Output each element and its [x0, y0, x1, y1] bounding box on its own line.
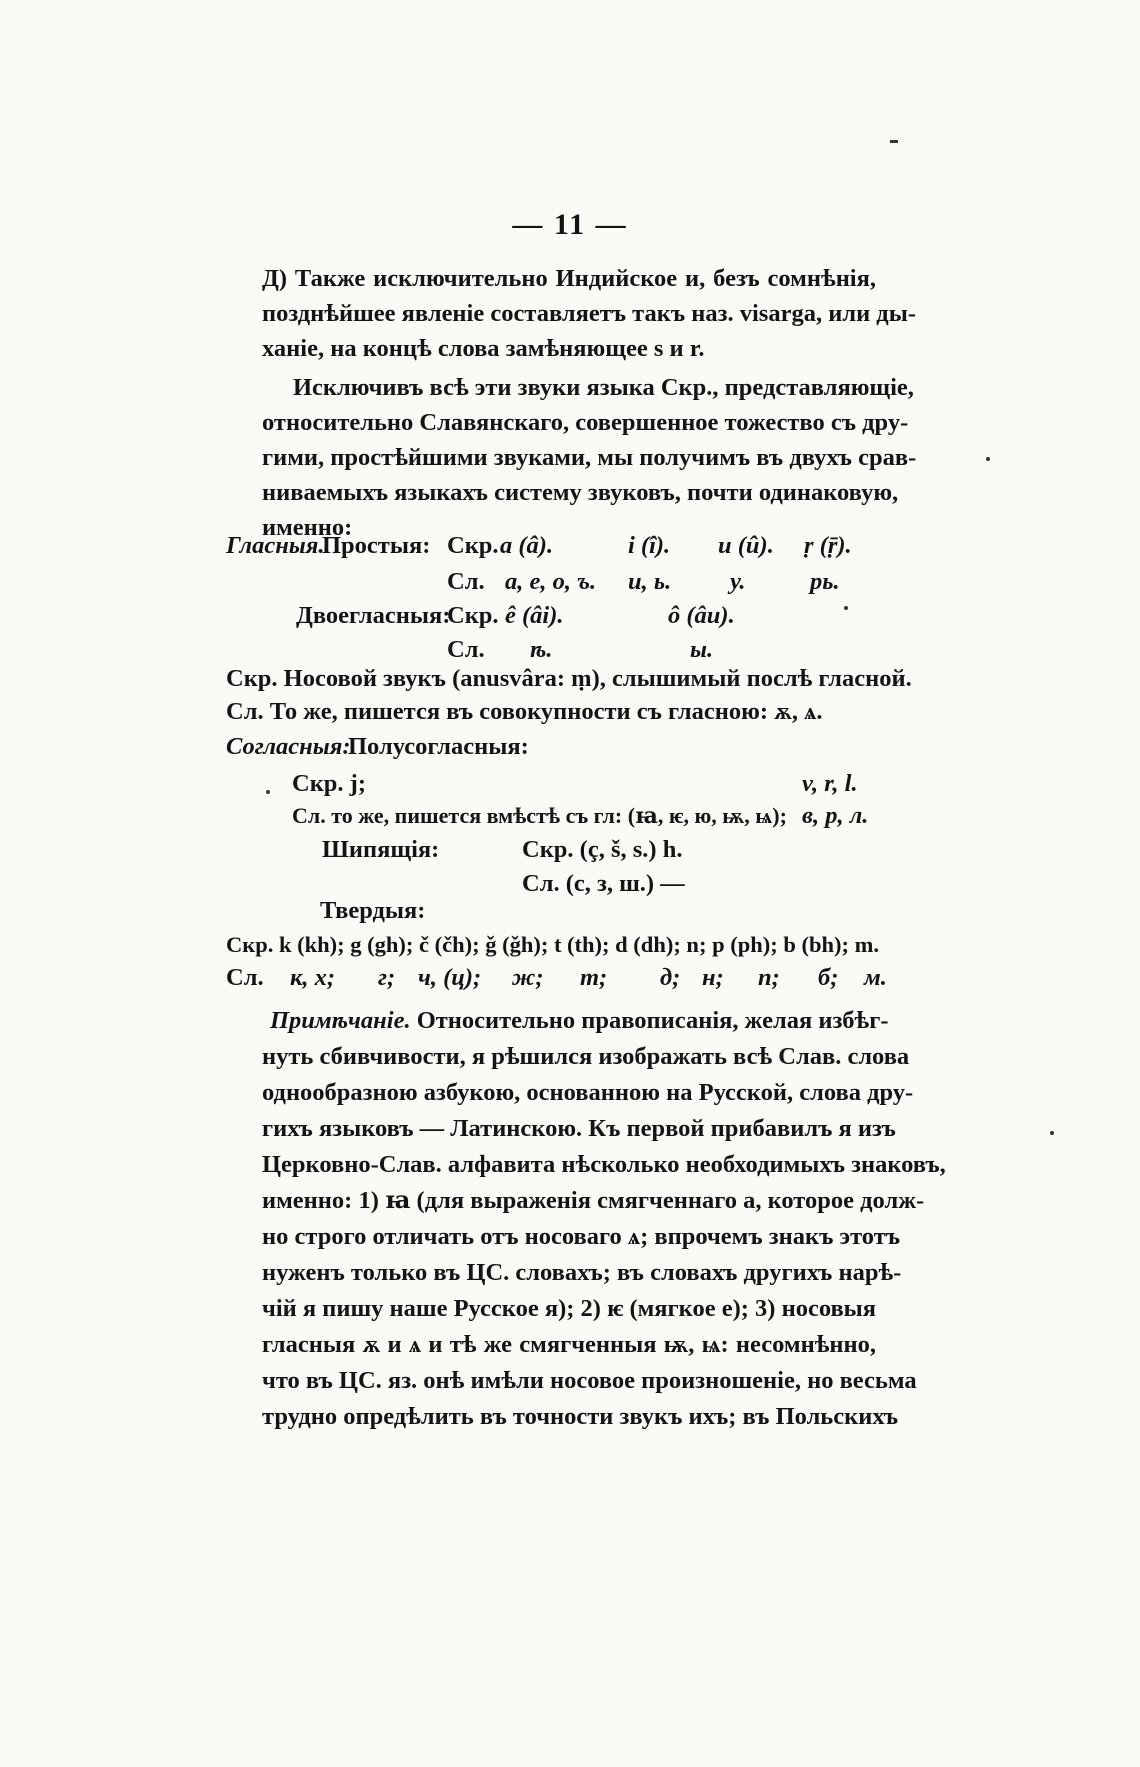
hard-consonants-label: Твердыя:	[320, 897, 426, 924]
note-line-10: гласныя ѫ и ѧ и тѣ же смягченныя ѭ, ѩ: несомнѣнно,	[262, 1331, 876, 1358]
page-number: — 11 —	[512, 208, 628, 241]
semivowels-sl-right: в, р, л.	[802, 802, 869, 829]
vowel-skr-a: a (â).	[500, 532, 554, 559]
para2-line-3: гими, простѣйшими звуками, мы получимъ въ двухъ срав-	[262, 444, 917, 471]
note-line-5: Церковно-Слав. алфавита нѣсколько необходимыхъ знаковъ,	[262, 1151, 946, 1178]
note-line-1	[270, 1003, 889, 1038]
hard-sl-g: г;	[378, 964, 396, 991]
note-line-8: нуженъ только въ ЦС. словахъ; въ словахъ другихъ нарѣ-	[262, 1259, 902, 1286]
sibilants-label: Шипящія:	[322, 836, 440, 863]
note-line-2: нуть сбивчивости, я рѣшился изображать всѣ Слав. слова	[262, 1043, 910, 1070]
hard-consonants-skr: Скр. k (kh); g (gh); č (čh); ǧ (ǧh); t (th); d (dh); n; p (ph); b (bh); m.	[226, 932, 879, 957]
para1-line-2: позднѣйшее явленіе составляетъ такъ наз. visarga, или ды-	[262, 300, 916, 327]
note-line-1-text: Относительно правописанія, желая избѣг-	[416, 1007, 889, 1034]
consonants-heading: Согласныя:	[226, 733, 351, 760]
diph-sl-yat: ѣ.	[530, 636, 553, 663]
diph-sl-y: ы.	[690, 636, 714, 663]
para1-line-1: Д) Также исключительно Индийское и, безъ сомнѣнія,	[262, 265, 876, 292]
hard-sl-k: к, х;	[290, 964, 336, 991]
nasal-skr: Скр. Носовой звукъ (anusvâra: ṃ), слышимый послѣ гласной.	[226, 665, 912, 692]
hard-sl-m: м.	[864, 964, 887, 991]
semivowels-label: Полусогласныя:	[348, 733, 529, 760]
scan-speck	[844, 606, 848, 610]
note-line-3: однообразною азбукою, основанною на Русской, слова дру-	[262, 1079, 914, 1106]
vowel-sl-a: а, е, о, ъ.	[505, 568, 597, 595]
semivowels-skr-right: v, r, l.	[802, 770, 858, 797]
nasal-sl: Сл. То же, пишется въ совокупности съ гласною: ѫ, ѧ.	[226, 698, 823, 725]
vowel-skr-i: i (î).	[628, 532, 671, 559]
hard-sl-zh: ж;	[512, 964, 544, 991]
sibilants-sl: Сл. (с, з, ш.) —	[522, 870, 685, 897]
para1-line-3: ханіе, на концѣ слова замѣняющее s и r.	[262, 335, 705, 362]
vowel-sl-r: рь.	[810, 568, 840, 595]
vowels-sl-label: Сл.	[447, 568, 485, 595]
sibilants-skr: Скр. (ç, š, s.) h.	[522, 836, 683, 863]
diph-skr-e: ê (âi).	[505, 602, 564, 629]
diph-skr-o: ô (âu).	[668, 602, 735, 629]
simple-vowels-label: Простыя:	[322, 532, 431, 559]
vowels-heading: Гласныя.	[226, 532, 325, 559]
hard-sl-b: б;	[818, 964, 839, 991]
semivowels-skr: Скр. j;	[292, 770, 367, 797]
note-line-12: трудно опредѣлить въ точности звукъ ихъ; въ Польскихъ	[262, 1403, 898, 1430]
vowel-skr-u: u (û).	[718, 532, 774, 559]
vowel-sl-i: и, ь.	[628, 568, 672, 595]
vowel-skr-r: ṛ (ṝ).	[804, 532, 852, 559]
scan-speck	[1050, 1131, 1054, 1135]
note-line-6: именно: 1) ꙗ (для выраженія смягченнаго а, которое долж-	[262, 1187, 925, 1214]
hard-sl-p: п;	[758, 964, 780, 991]
hard-sl-t: т;	[580, 964, 608, 991]
diph-sl-label: Сл.	[447, 636, 485, 663]
hard-sl-n: н;	[702, 964, 724, 991]
para2-line-4: ниваемыхъ языкахъ систему звуковъ, почти одинаковую,	[262, 479, 899, 506]
semivowels-sl: Сл. то же, пишется вмѣстѣ съ гл: (ꙗ, ѥ, ю, ѭ, ѩ);	[292, 803, 787, 828]
para2-line-2: относительно Славянскаго, совершенное тожество съ дру-	[262, 409, 909, 436]
note-line-9: чій я пишу наше Русское я); 2) ѥ (мягкое е); 3) носовыя	[262, 1295, 877, 1322]
scan-speck	[266, 790, 270, 794]
scan-speck	[986, 457, 990, 461]
diph-skr-label: Скр.	[447, 602, 499, 629]
para2-line-1: Исключивъ всѣ эти звуки языка Скр., представляющіе,	[293, 374, 914, 401]
hard-sl-d: д;	[660, 964, 681, 991]
scan-speck	[890, 140, 898, 143]
hard-sl-label: Сл.	[226, 964, 264, 991]
diphthongs-label: Двоегласныя:	[296, 602, 451, 629]
note-heading: Примѣчаніе.	[270, 1007, 411, 1034]
hard-sl-ch: ч, (ц);	[418, 964, 482, 991]
vowel-sl-u: у.	[730, 568, 746, 595]
note-line-7: но строго отличать отъ носоваго ѧ; впрочемъ знакъ этотъ	[262, 1223, 901, 1250]
note-line-4: гихъ языковъ — Латинскою. Къ первой прибавилъ я изъ	[262, 1115, 896, 1142]
vowels-skr-label: Скр.	[447, 532, 499, 559]
para2-line-5: именно:	[262, 514, 353, 541]
note-line-11: что въ ЦС. яз. онѣ имѣли носовое произношеніе, но весьма	[262, 1367, 917, 1394]
